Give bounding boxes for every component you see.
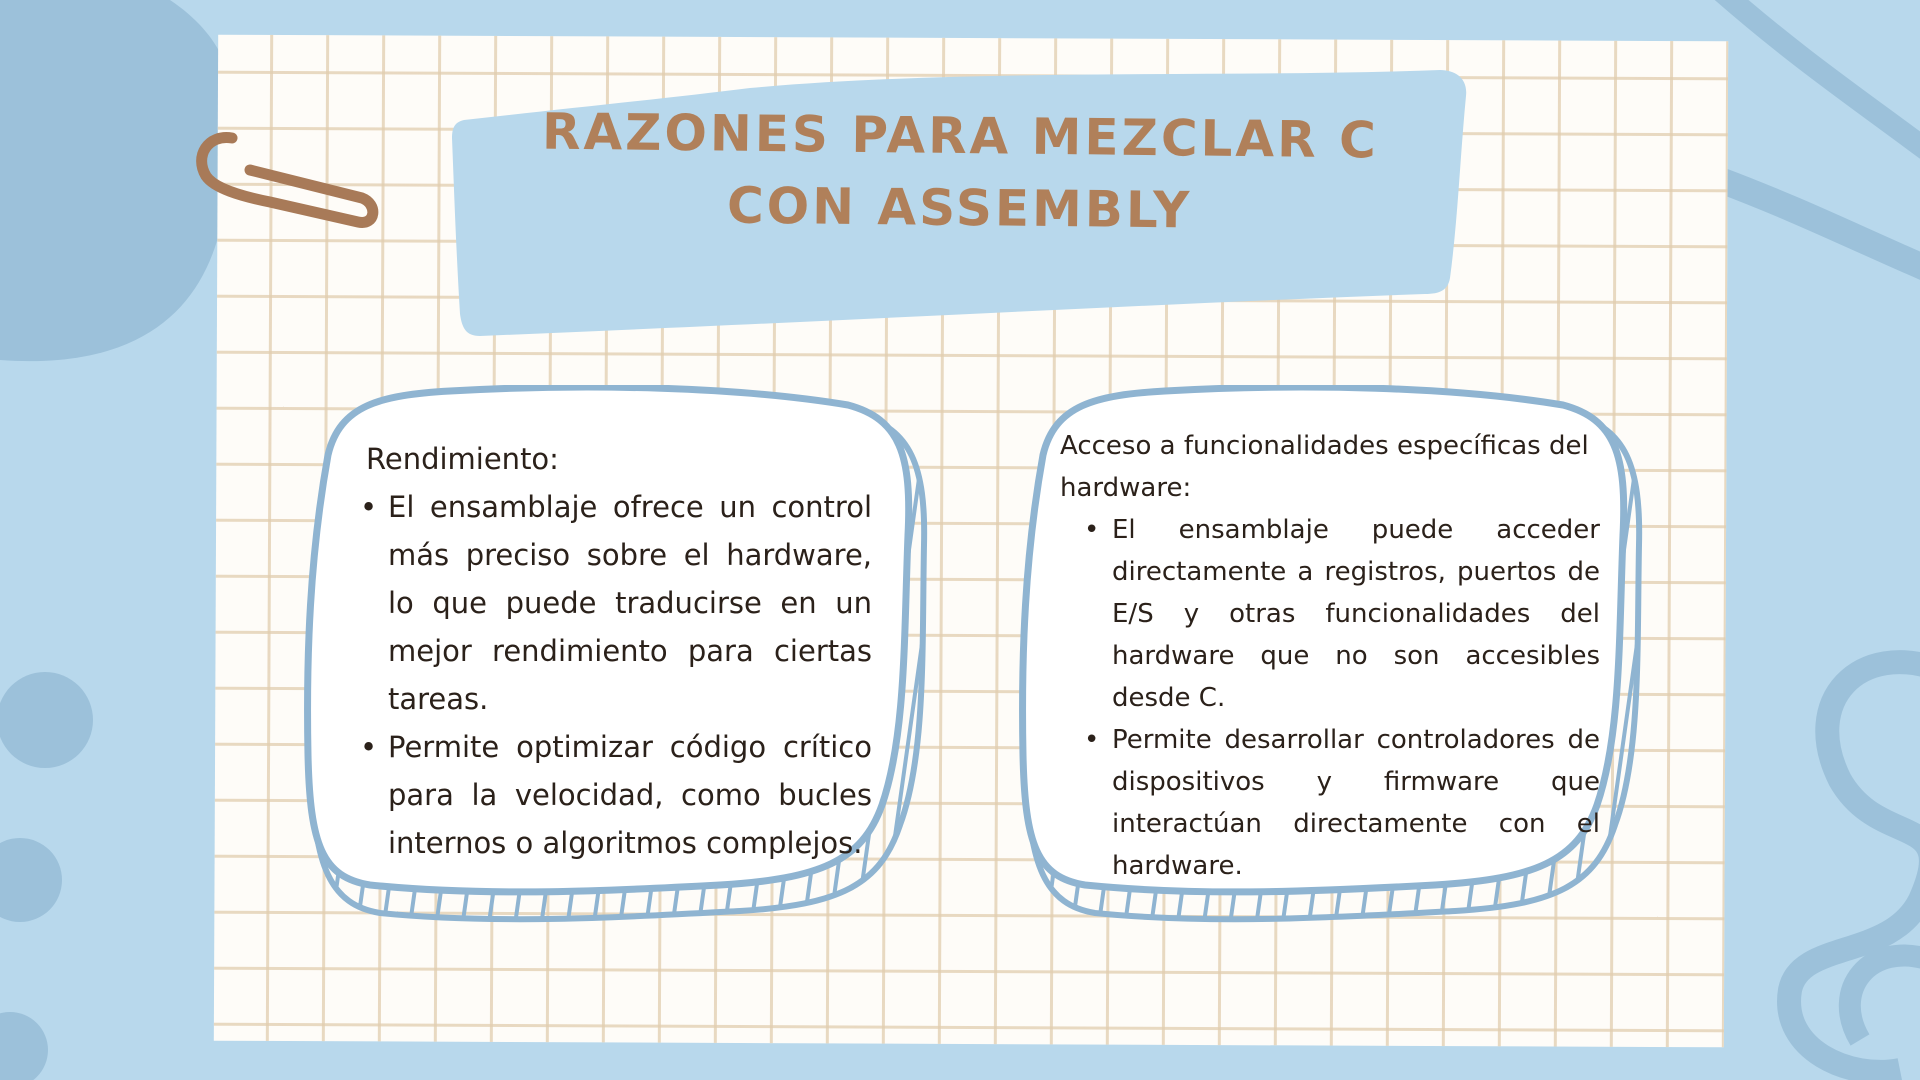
top-right-swirl — [1720, 0, 1920, 160]
bullet-text: Permite optimizar código crítico para la velocidad, como bucles internos o algoritmos complejos. — [388, 730, 872, 860]
right-curl-2 — [1850, 955, 1920, 1040]
paperclip-icon — [180, 126, 380, 236]
bullet-text: El ensamblaje ofrece un control más preciso sobre el hardware, lo que puede traducirse en un mejor rendimiento para ciertas tareas. — [388, 490, 872, 716]
card-heading: Acceso a funcionalidades específicas del hardware: — [1060, 431, 1589, 503]
right-wave — [1720, 180, 1920, 270]
left-dot-1 — [0, 672, 93, 768]
card-hardware — [1060, 425, 1600, 887]
list-item — [360, 483, 872, 723]
card-rendimiento — [360, 435, 872, 867]
bullet-text: El ensamblaje puede acceder directamente a registros, puertos de E/S y otras funcionalidades del hardware que no son accesibles desde C. — [1112, 515, 1600, 713]
bullet-text: Permite desarrollar controladores de dispositivos y firmware que interactúan directamente con el hardware. — [1112, 725, 1600, 881]
left-dot-2 — [0, 838, 62, 922]
card-heading: Rendimiento: — [366, 442, 559, 476]
bullet-list — [1060, 509, 1600, 887]
list-item — [1084, 509, 1600, 719]
bullet-dot: • — [360, 490, 378, 524]
bullet-dot: • — [360, 730, 378, 764]
bullet-dot: • — [1084, 515, 1100, 545]
left-dot-3 — [0, 1012, 48, 1080]
list-item — [1084, 719, 1600, 887]
list-item — [360, 723, 872, 867]
slide-title: RAZONES PARA MEZCLAR C CON ASSEMBLY — [541, 102, 1380, 240]
bullet-dot: • — [1084, 725, 1100, 755]
bullet-list — [360, 483, 872, 867]
